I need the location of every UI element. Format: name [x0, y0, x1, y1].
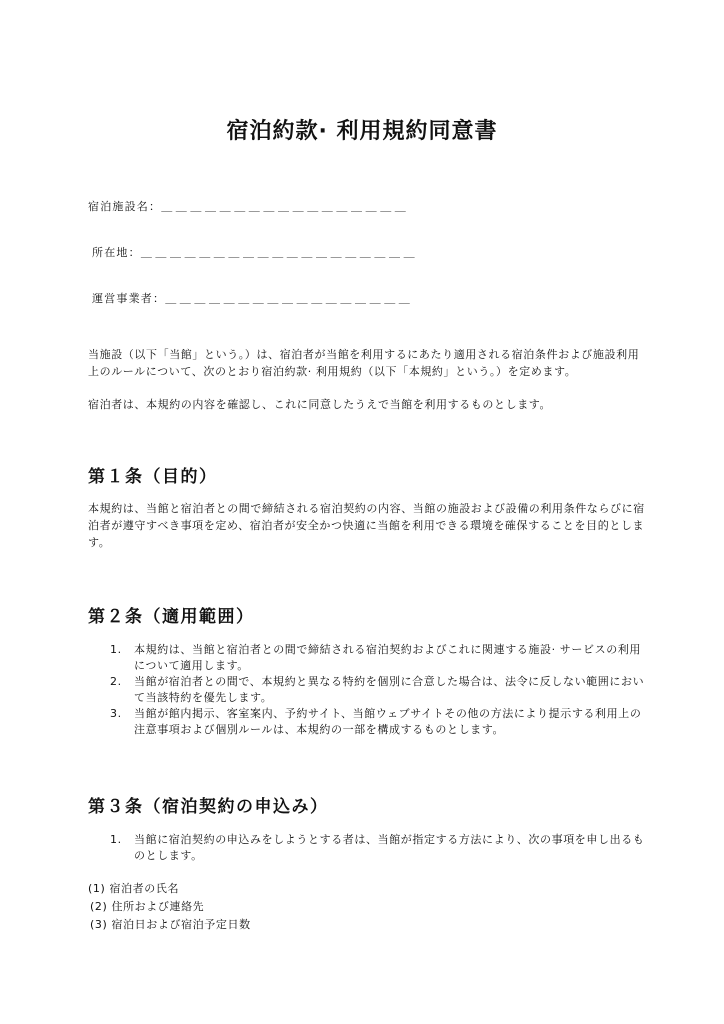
article-1-body: 本規約は、当館と宿泊者との間で締結される宿泊契約の内容、当館の施設および設備の利用条件ならびに宿泊者が遵守すべき事項を定め、宿泊者が安全かつ快適に当館を利用できる環境を確保することを目的とします。: [88, 502, 645, 549]
list-item: [110, 642, 650, 674]
facility-name-field: [88, 198, 409, 214]
article-3-list: [110, 832, 650, 864]
document-title: 宿泊約款· 利用規約同意書: [226, 119, 498, 144]
facility-name-label: 宿泊施設名：: [88, 200, 162, 213]
sub-item-address-contact: (2) 住所および連絡先: [90, 900, 205, 913]
intro-paragraph-2: 宿泊者は、本規約の内容を確認し、これに同意したうえで当館を利用するものとします。: [88, 398, 552, 411]
address-label: 所在地：: [92, 246, 141, 259]
list-item: [110, 832, 650, 864]
article-2-list: [110, 642, 650, 738]
sub-item-stay-dates: (3) 宿泊日および宿泊予定日数: [90, 918, 251, 931]
list-item-text: 当館が宿泊者との間で、本規約と異なる特約を個別に合意した場合は、法令に反しない範囲において当該特約を優先します。: [134, 675, 645, 704]
article-2-heading: 第２条（適用範囲）: [88, 607, 255, 627]
address-field: [92, 244, 418, 260]
address-blank: ＿＿＿＿＿＿＿＿＿＿＿＿＿＿＿＿＿＿＿: [140, 246, 419, 259]
list-item-text: 当館に宿泊契約の申込みをしようとする者は、当館が指定する方法により、次の事項を申し出るものとします。: [134, 833, 645, 862]
facility-name-blank: ＿＿＿＿＿＿＿＿＿＿＿＿＿＿＿＿＿: [161, 200, 410, 213]
article-3-heading: 第３条（宿泊契約の申込み）: [88, 797, 329, 817]
list-item-number: 1.: [110, 833, 122, 846]
list-item-number: 1.: [110, 643, 122, 656]
operator-label: 運営事業者：: [92, 292, 166, 305]
list-item: [110, 706, 650, 738]
list-item: [110, 674, 650, 706]
list-item-number: 2.: [110, 675, 122, 688]
operator-field: [92, 290, 413, 306]
sub-item-guest-name: (1) 宿泊者の氏名: [88, 882, 180, 895]
list-item-text: 本規約は、当館と宿泊者との間で締結される宿泊契約およびこれに関連する施設· サービスの利用について適用します。: [134, 643, 641, 672]
list-item-text: 当館が館内掲示、客室案内、予約サイト、当館ウェブサイトその他の方法により提示する利用上の注意事項および個別ルールは、本規約の一部を構成するものとします。: [134, 707, 642, 736]
operator-blank: ＿＿＿＿＿＿＿＿＿＿＿＿＿＿＿＿＿: [165, 292, 414, 305]
list-item-number: 3.: [110, 707, 122, 720]
intro-paragraph-1: 当施設（以下「当館」という。）は、宿泊者が当館を利用するにあたり適用される宿泊条件および施設利用上のルールについて、次のとおり宿泊約款· 利用規約（以下「本規約」という。）を定めます。: [88, 348, 640, 378]
article-1-heading: 第１条（目的）: [88, 467, 218, 487]
